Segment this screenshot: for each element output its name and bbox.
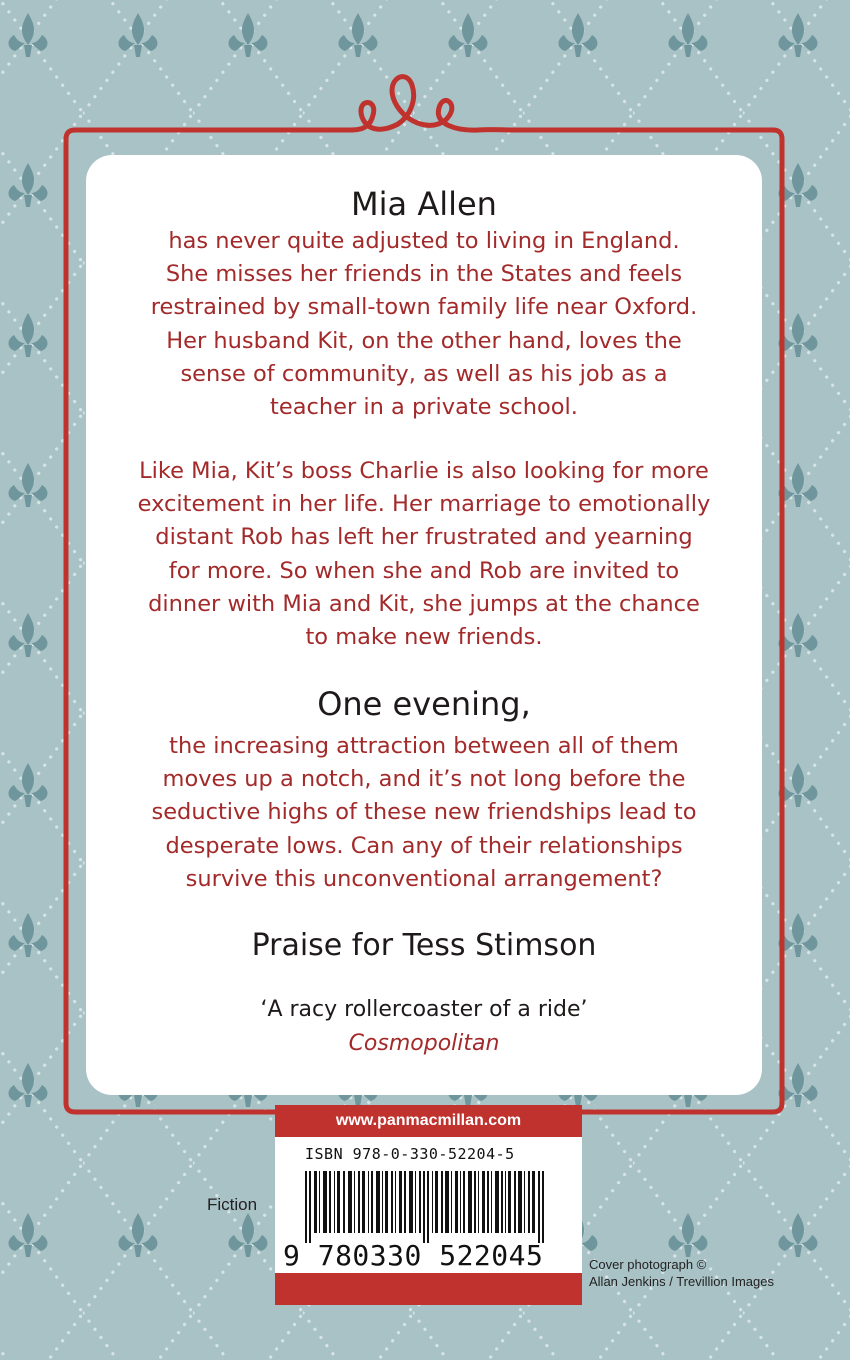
ean-digits: 9 780330 522045 [283, 1239, 544, 1272]
credit-line-1: Cover photograph © [589, 1257, 707, 1272]
paragraph-intro: has never quite adjusted to living in England. She misses her friends in the States and feels restrained by small-town family life near Oxford. Her husband Kit, on the other hand, loves the sense of community, as well as his job as a teacher in a private school. [150, 228, 698, 421]
genre-label: Fiction [207, 1195, 258, 1214]
paragraph-evening: the increasing attraction between all of them moves up a notch, and it’s not long before the seductive highs of these new friendships lead to desperate lows. Can any of their relationships survive this unconventional arrangement? [151, 733, 697, 892]
heading-one-evening: One evening, [317, 685, 531, 723]
quote-source: Cosmopolitan [348, 1031, 500, 1056]
cover-credit [589, 1256, 774, 1290]
barcode [305, 1171, 553, 1243]
heading-mia-allen: Mia Allen [351, 185, 497, 223]
blurb-panel [86, 155, 762, 1095]
barcode-area [275, 1105, 582, 1305]
publisher-website: www.panmacmillan.com [275, 1105, 582, 1137]
barcode-bottom-band [275, 1273, 582, 1305]
isbn-text: ISBN 978-0-330-52204-5 [305, 1145, 515, 1163]
praise-quote: ‘A racy rollercoaster of a ride’ [260, 997, 588, 1022]
paragraph-charlie: Like Mia, Kit’s boss Charlie is also looking for more excitement in her life. Her marriage to emotionally distant Rob has left her frustrated and yearning for more. So when she and Rob are invited to dinner with Mia and Kit, she jumps at the chance to make new friends. [137, 458, 711, 651]
praise-heading: Praise for Tess Stimson [251, 928, 597, 963]
credit-line-2: Allan Jenkins / Trevillion Images [589, 1274, 774, 1289]
